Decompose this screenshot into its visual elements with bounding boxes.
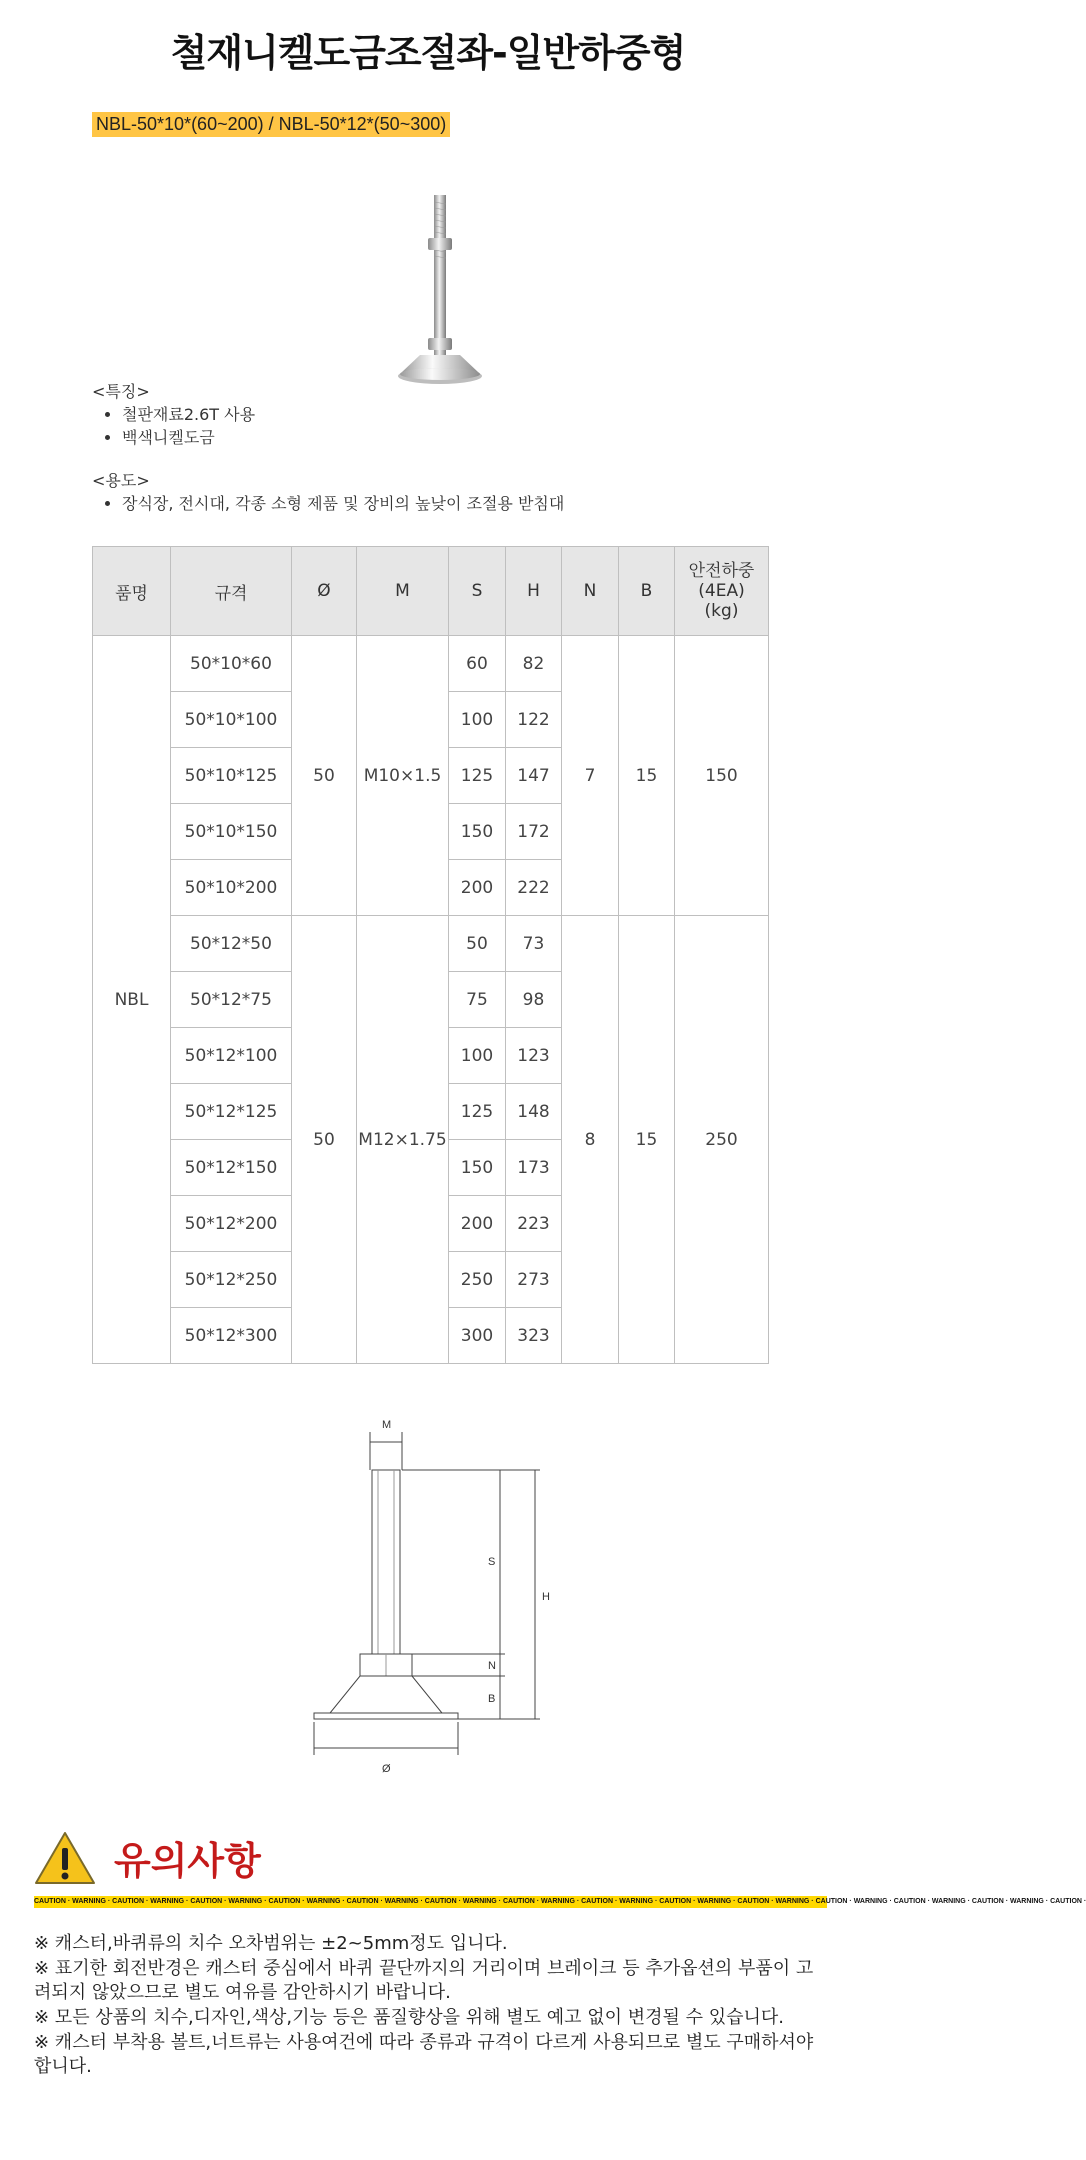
header-n: N xyxy=(562,547,619,636)
cell-h: 122 xyxy=(506,692,562,748)
header-h: H xyxy=(506,547,562,636)
page-title: 철재니켈도금조절좌-일반하중형 xyxy=(170,31,686,75)
label-diameter: Ø xyxy=(382,1763,391,1775)
table-row xyxy=(93,636,769,692)
note-item: ※ 캐스터 부착용 볼트,너트류는 사용여건에 따라 종류과 규격이 다르게 사용되므로 별도 구매하셔야합니다. xyxy=(34,2032,814,2077)
cell-b: 15 xyxy=(619,636,675,916)
cell-spec: 50*10*100 xyxy=(171,692,292,748)
cell-m: M12×1.75 xyxy=(357,916,449,1364)
cell-s: 250 xyxy=(449,1252,506,1308)
cell-spec: 50*10*150 xyxy=(171,804,292,860)
header-product: 품명 xyxy=(93,547,171,636)
cell-s: 300 xyxy=(449,1308,506,1364)
cell-h: 82 xyxy=(506,636,562,692)
cell-product: NBL xyxy=(93,636,171,1364)
header-b: B xyxy=(619,547,675,636)
cell-load: 250 xyxy=(675,916,769,1364)
cell-h: 147 xyxy=(506,748,562,804)
notice-header xyxy=(34,1830,834,1890)
cell-spec: 50*12*50 xyxy=(171,916,292,972)
header-spec: 규격 xyxy=(171,547,292,636)
cell-s: 150 xyxy=(449,804,506,860)
cell-s: 60 xyxy=(449,636,506,692)
cell-spec: 50*12*200 xyxy=(171,1196,292,1252)
cell-h: 172 xyxy=(506,804,562,860)
label-s: S xyxy=(488,1556,496,1568)
cell-diameter: 50 xyxy=(292,916,357,1364)
usage-item: • 장식장, 전시대, 각종 소형 제품 및 장비의 높낮이 조절용 받침대 xyxy=(122,492,564,515)
cell-h: 173 xyxy=(506,1140,562,1196)
cell-s: 150 xyxy=(449,1140,506,1196)
notes-section xyxy=(34,1932,824,2080)
cell-s: 75 xyxy=(449,972,506,1028)
feature-item: • 철판재료2.6T 사용 xyxy=(122,403,564,426)
cell-h: 98 xyxy=(506,972,562,1028)
cell-h: 323 xyxy=(506,1308,562,1364)
dimension-diagram xyxy=(300,1410,580,1780)
table-header-row xyxy=(93,547,769,636)
cell-s: 50 xyxy=(449,916,506,972)
cell-s: 100 xyxy=(449,692,506,748)
caution-band: CAUTION · WARNING · CAUTION · WARNING · CAUTION · WARNING · CAUTION · WARNING · CAUTION · WARNING · CAUTION · WARNING · CAUTION · WARNING · CAUTION · WARNING · CAUTION · WARNING · CAUTION · WARNING · CAUTION · WARNING · CAUTION · WARNING · CAUTION · WARNING · CAUTION · xyxy=(34,1896,827,1908)
cell-b: 15 xyxy=(619,916,675,1364)
cell-spec: 50*10*125 xyxy=(171,748,292,804)
cell-spec: 50*10*60 xyxy=(171,636,292,692)
features-section xyxy=(92,380,564,515)
note-item: ※ 캐스터,바퀴류의 치수 오차범위는 ±2~5mm정도 입니다. xyxy=(34,1933,508,1954)
cell-spec: 50*12*100 xyxy=(171,1028,292,1084)
warning-icon xyxy=(34,1830,96,1886)
cell-h: 273 xyxy=(506,1252,562,1308)
cell-h: 73 xyxy=(506,916,562,972)
cell-m: M10×1.5 xyxy=(357,636,449,916)
cell-spec: 50*10*200 xyxy=(171,860,292,916)
cell-spec: 50*12*75 xyxy=(171,972,292,1028)
cell-s: 200 xyxy=(449,860,506,916)
cell-s: 200 xyxy=(449,1196,506,1252)
feature-item: • 백색니켈도금 xyxy=(122,426,564,449)
note-item: ※ 모든 상품의 치수,디자인,색상,기능 등은 품질향상을 위해 별도 예고 없이 변경될 수 있습니다. xyxy=(34,2007,784,2028)
cell-h: 222 xyxy=(506,860,562,916)
cell-h: 148 xyxy=(506,1084,562,1140)
usage-heading: <용도> xyxy=(92,471,150,490)
cell-s: 125 xyxy=(449,748,506,804)
cell-spec: 50*12*125 xyxy=(171,1084,292,1140)
cell-spec: 50*12*150 xyxy=(171,1140,292,1196)
product-image xyxy=(390,190,490,400)
notice-title: 유의사항 xyxy=(114,1839,261,1883)
spec-tag: NBL-50*10*(60~200) / NBL-50*12*(50~300) xyxy=(92,112,450,137)
cell-n: 7 xyxy=(562,636,619,916)
table-row xyxy=(93,916,769,972)
cell-n: 8 xyxy=(562,916,619,1364)
features-heading: <특징> xyxy=(92,382,150,401)
note-item: ※ 표기한 회전반경은 캐스터 중심에서 바퀴 끝단까지의 거리이며 브레이크 등 추가옵션의 부품이 고려되지 않았으므로 별도 여유를 감안하시기 바랍니다. xyxy=(34,1958,814,2003)
label-m: M xyxy=(382,1419,392,1431)
header-s: S xyxy=(449,547,506,636)
header-load: 안전하중 (4EA) (kg) xyxy=(675,547,769,636)
cell-h: 223 xyxy=(506,1196,562,1252)
cell-spec: 50*12*250 xyxy=(171,1252,292,1308)
cell-diameter: 50 xyxy=(292,636,357,916)
label-n: N xyxy=(488,1660,496,1672)
features-list xyxy=(92,403,564,449)
spec-table xyxy=(92,546,769,1364)
header-diameter: Ø xyxy=(292,547,357,636)
cell-s: 100 xyxy=(449,1028,506,1084)
label-b: B xyxy=(488,1693,496,1705)
cell-h: 123 xyxy=(506,1028,562,1084)
cell-s: 125 xyxy=(449,1084,506,1140)
label-h: H xyxy=(542,1591,550,1603)
usage-list xyxy=(92,492,564,515)
header-m: M xyxy=(357,547,449,636)
cell-spec: 50*12*300 xyxy=(171,1308,292,1364)
cell-load: 150 xyxy=(675,636,769,916)
